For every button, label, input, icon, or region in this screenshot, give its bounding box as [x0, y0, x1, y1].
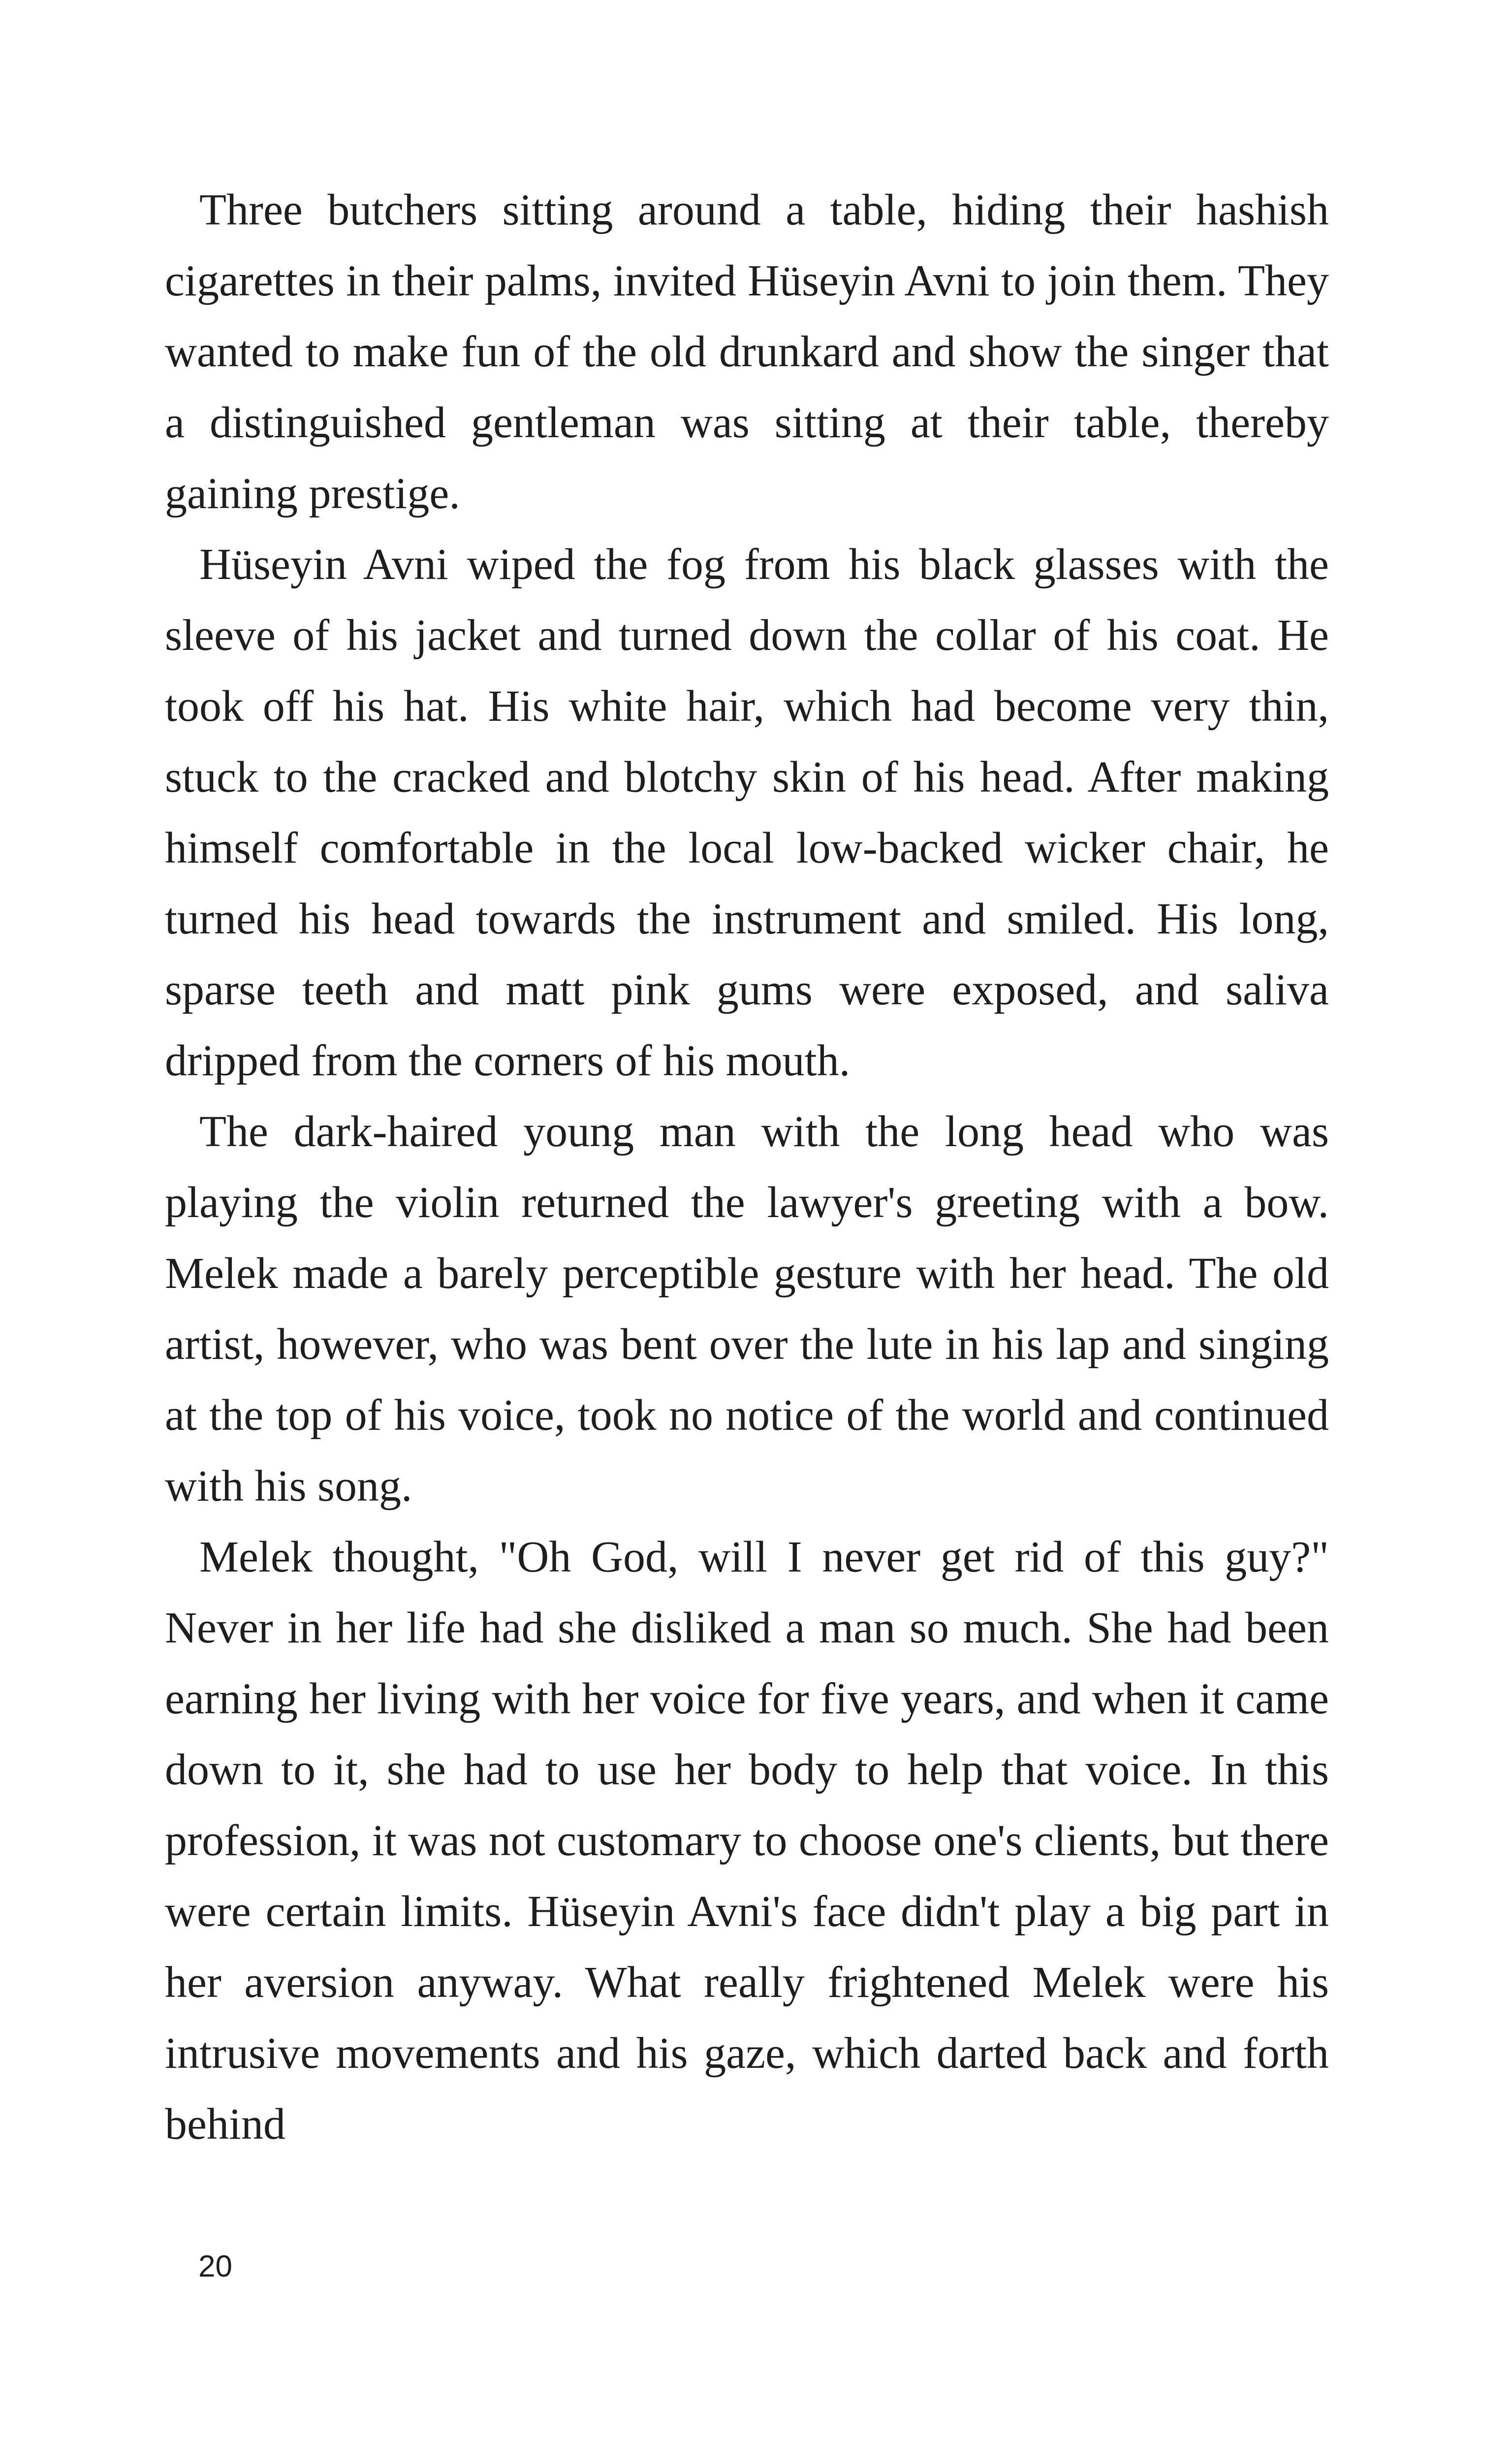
paragraph-4: Melek thought, "Oh God, will I never get rid of this guy?" Never in her life had she disliked a man so much. She had been earning her living with her voice for five years, and when it came down to it, she had to use her body to help that voice. In this profession, it was not customary to choose one's clients, but there were certain limits. Hüseyin Avni's face didn't play a big part in her aversion anyway. What really frightened Melek were his intrusive movements and his gaze, which darted back and forth behind: [165, 1533, 1329, 2149]
paragraph-3: The dark-haired young man with the long head who was playing the violin returned the lawyer's greeting with a bow. Melek made a barely perceptible gesture with her head. The old artist, however, who was bent over the lute in his lap and singing at the top of his voice, took no notice of the world and continued with his song.: [165, 1107, 1329, 1511]
page-number: 20: [198, 2250, 232, 2283]
paragraph-1: Three butchers sitting around a table, hiding their hashish cigarettes in their palms, invited Hüseyin Avni to join them. They wanted to make fun of the old drunkard and show the singer that a distinguished gentleman was sitting at their table, thereby gaining prestige.: [165, 186, 1329, 518]
body-text: [165, 175, 1329, 2160]
paragraph-2: Hüseyin Avni wiped the fog from his black glasses with the sleeve of his jacket and turned down the collar of his coat. He took off his hat. His white hair, which had become very thin, stuck to the cracked and blotchy skin of his head. After making himself comfortable in the local low-backed wicker chair, he turned his head towards the instrument and smiled. His long, sparse teeth and matt pink gums were exposed, and saliva dripped from the corners of his mouth.: [165, 540, 1329, 1085]
